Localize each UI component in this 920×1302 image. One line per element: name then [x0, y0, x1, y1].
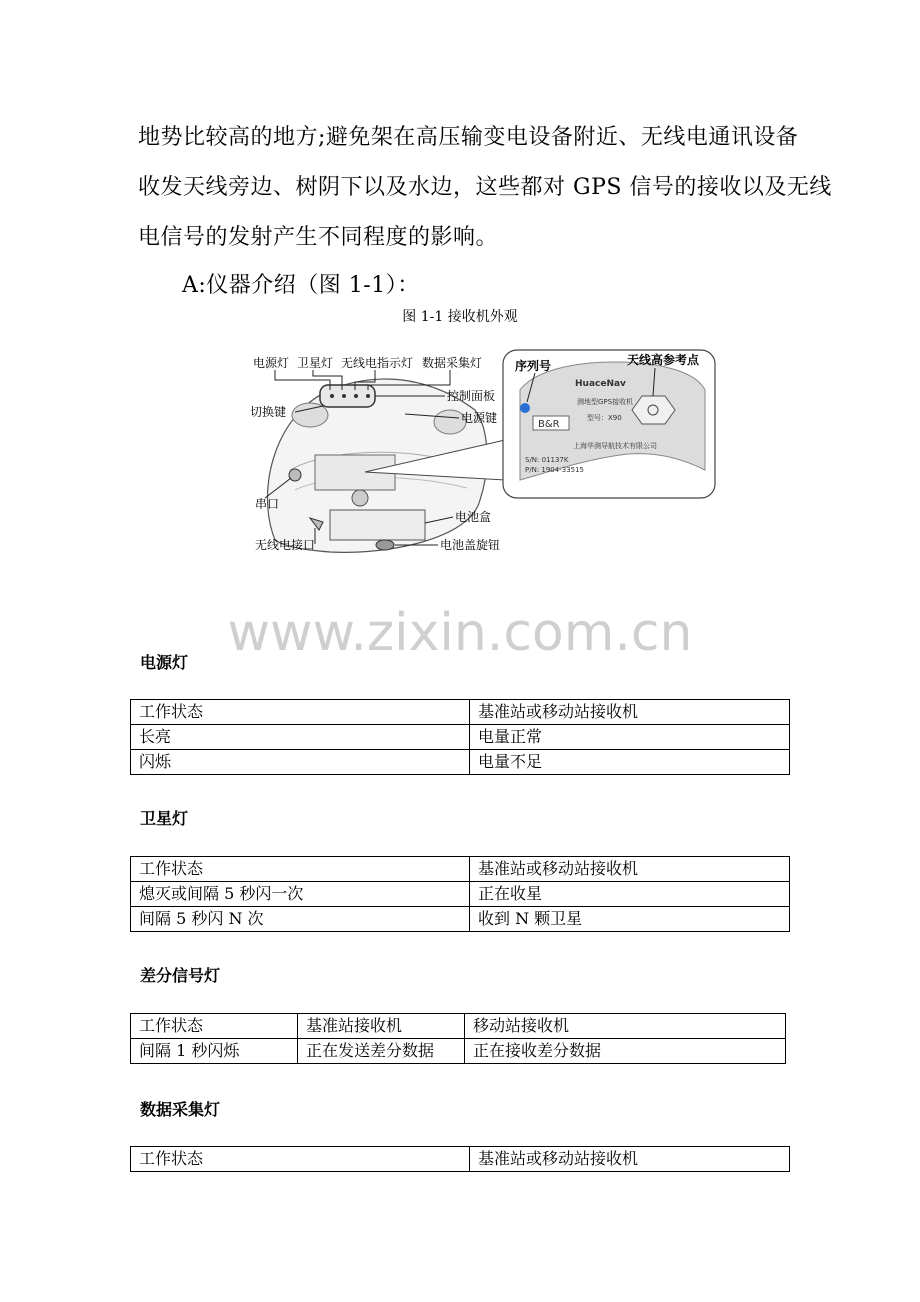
watermark: www.zixin.com.cn [227, 603, 693, 663]
figure-caption: 图 1-1 接收机外观 [402, 309, 518, 325]
plate-brand: HuaceNav [575, 379, 626, 389]
plate-bluetooth-icon [520, 403, 530, 413]
table-cell: 工作状态 [131, 857, 470, 882]
label-data-light: 数据采集灯 [422, 356, 483, 370]
table-cell: 正在接收差分数据 [465, 1039, 786, 1064]
body-line-3: 电信号的发射产生不同程度的影响。 [138, 225, 499, 250]
label-radio-port: 无线电接口 [255, 538, 316, 552]
receiver-figure [235, 340, 720, 570]
serial-port [289, 469, 301, 481]
label-power-key: 电源键 [461, 411, 498, 425]
table-cell: 间隔 5 秒闪 N 次 [131, 907, 470, 932]
table-row [131, 700, 790, 725]
body-line-1: 地势比较高的地方;避免架在高压输变电设备附近、无线电通讯设备 [138, 125, 799, 150]
table-cell: 工作状态 [131, 700, 470, 725]
plate-sn: S/N: 01137K [525, 456, 569, 464]
center-knob [352, 490, 368, 506]
table-row [131, 750, 790, 775]
table-cell: 长亮 [131, 725, 470, 750]
table-cell: 电量正常 [470, 725, 790, 750]
battery-knob [376, 540, 394, 550]
table-cell: 基准站或移动站接收机 [470, 700, 790, 725]
table-data-light [130, 1146, 790, 1172]
table-cell: 基准站接收机 [298, 1014, 465, 1039]
heading-diff-signal-light: 差分信号灯 [140, 966, 221, 985]
label-serial-port: 串口 [255, 497, 280, 511]
label-power-light: 电源灯 [253, 356, 290, 370]
table-row [131, 1147, 790, 1172]
body-line-2: 收发天线旁边、树阴下以及水边，这些都对 GPS 信号的接收以及无线 [138, 175, 832, 200]
heading-data-light: 数据采集灯 [140, 1100, 221, 1119]
heading-satellite-light: 卫星灯 [140, 809, 189, 828]
heading-power-light: 电源灯 [140, 653, 189, 672]
table-cell: 正在发送差分数据 [298, 1039, 465, 1064]
label-battery-box: 电池盒 [455, 510, 492, 524]
table-row [131, 725, 790, 750]
antenna-ref-icon [632, 396, 675, 424]
table-diff-signal-light [130, 1013, 786, 1064]
table-cell: 基准站或移动站接收机 [470, 857, 790, 882]
label-serial-number: 序列号 [515, 359, 552, 373]
table-cell: 电量不足 [470, 750, 790, 775]
label-switch-key: 切换键 [250, 405, 287, 419]
plate-title: 测地型GPS接收机 [577, 398, 634, 406]
table-power-light [130, 699, 790, 775]
receiver-diagram [235, 340, 720, 570]
plate-logo: B&R [538, 419, 560, 430]
table-satellite-light [130, 856, 790, 932]
label-radio-light: 无线电指示灯 [341, 356, 414, 370]
table-cell: 正在收星 [470, 882, 790, 907]
label-antenna-ref: 天线高参考点 [627, 353, 700, 367]
table-cell: 收到 N 颗卫星 [470, 907, 790, 932]
table-row [131, 857, 790, 882]
table-cell: 移动站接收机 [465, 1014, 786, 1039]
plate-model: 型号：X90 [587, 414, 622, 422]
label-satellite-light: 卫星灯 [297, 356, 334, 370]
battery-box [330, 510, 425, 540]
table-row [131, 882, 790, 907]
plate-maker: 上海华测导航技术有限公司 [573, 442, 657, 450]
table-row [131, 907, 790, 932]
table-cell: 工作状态 [131, 1147, 470, 1172]
table-cell: 基准站或移动站接收机 [470, 1147, 790, 1172]
table-cell: 熄灭或间隔 5 秒闪一次 [131, 882, 470, 907]
table-cell: 间隔 1 秒闪烁 [131, 1039, 298, 1064]
plate-pn: P/N: 1904-33515 [525, 466, 585, 474]
label-control-panel: 控制面板 [447, 389, 496, 403]
table-cell: 工作状态 [131, 1014, 298, 1039]
table-cell: 闪烁 [131, 750, 470, 775]
section-a-heading: A:仪器介绍（图 1-1）： [182, 273, 420, 298]
label-battery-knob: 电池盖旋钮 [440, 538, 501, 552]
table-row [131, 1039, 786, 1064]
table-row [131, 1014, 786, 1039]
